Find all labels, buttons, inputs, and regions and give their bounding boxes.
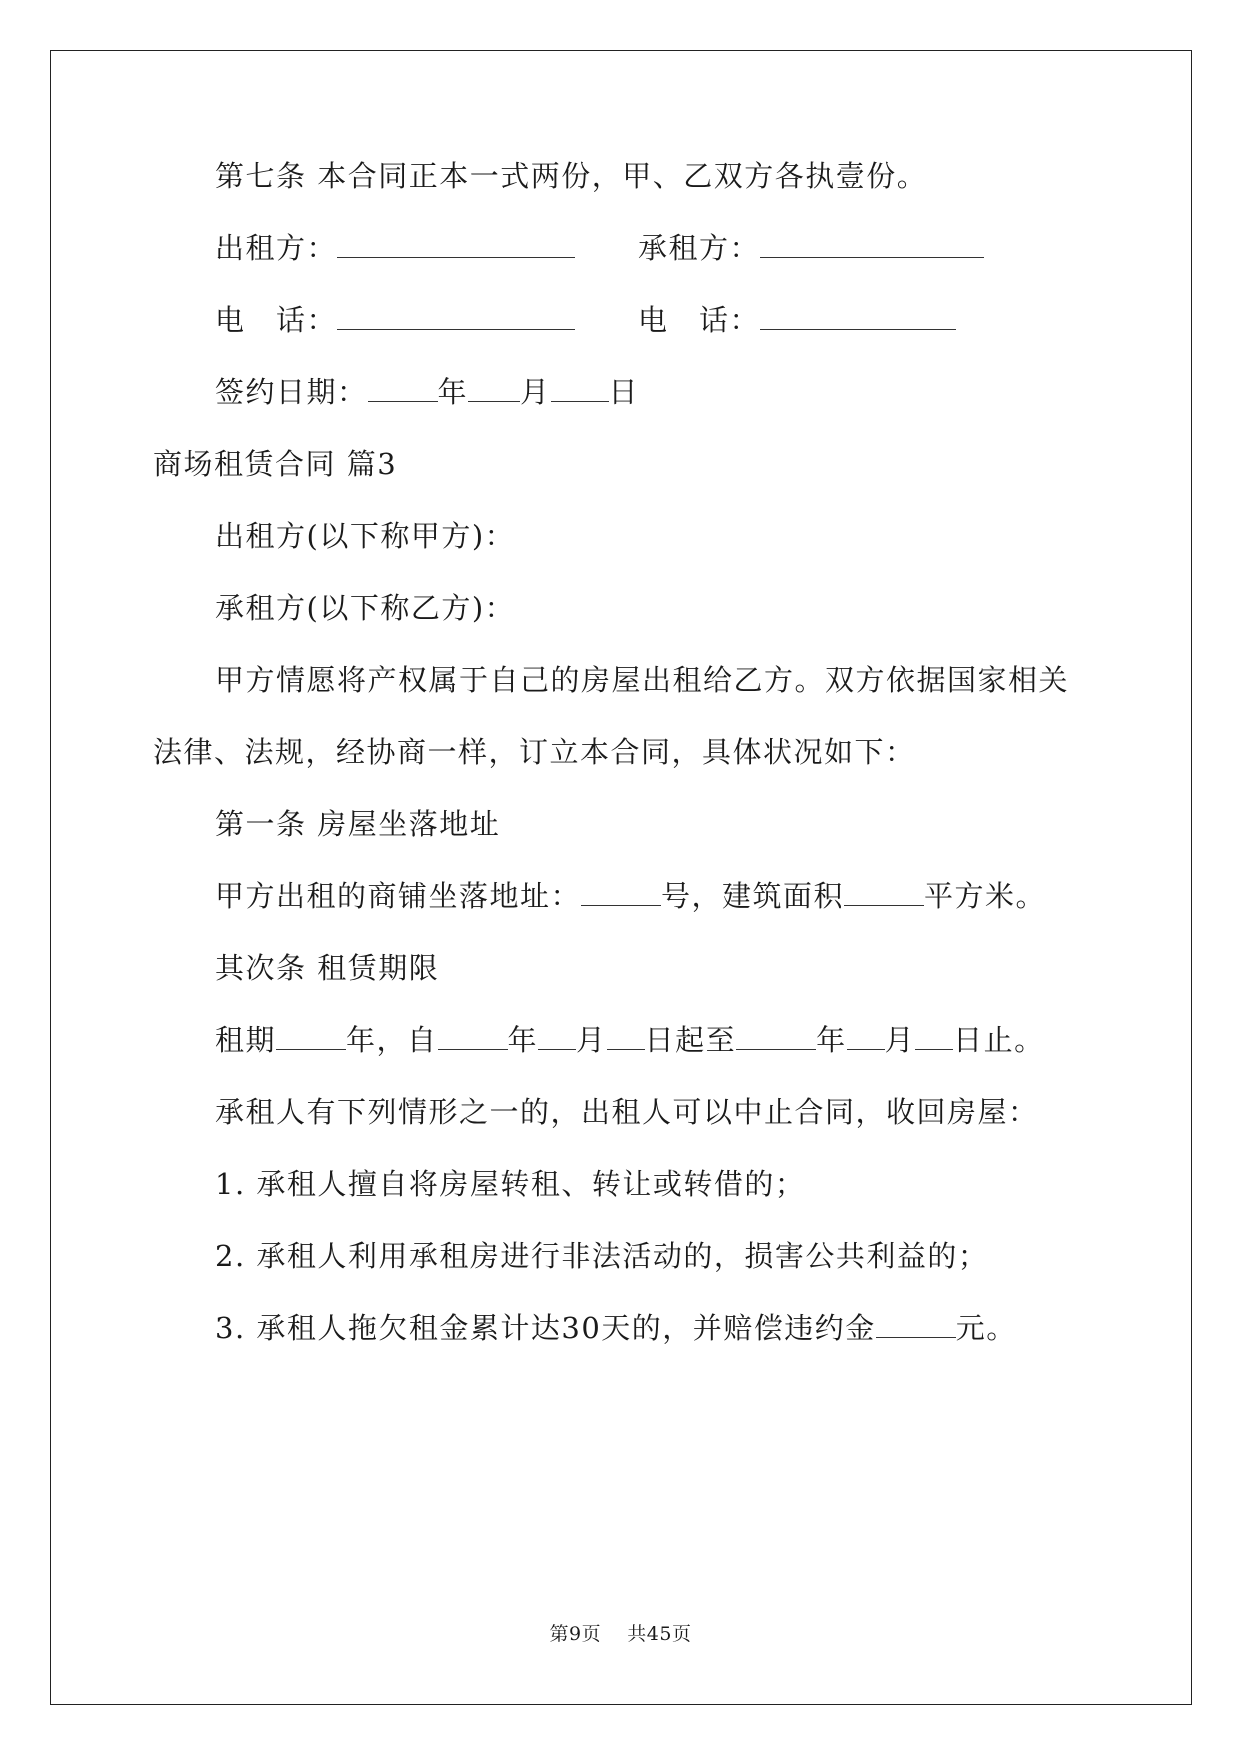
- page-total: 共45页: [627, 1623, 692, 1645]
- address-line: [215, 878, 1046, 914]
- term-start-day-blank[interactable]: [607, 1023, 645, 1050]
- lessee-phone-line: [638, 302, 956, 338]
- lessor-phone-line: [215, 302, 575, 338]
- page-number: 第9页: [549, 1623, 602, 1645]
- lessor-label: 出租方：: [215, 231, 338, 265]
- address-number-blank[interactable]: [581, 879, 661, 906]
- area-blank[interactable]: [844, 879, 924, 906]
- sign-date-line: [215, 374, 639, 410]
- lessor-signature-line: [215, 230, 575, 266]
- lessee-label: 承租方：: [638, 231, 761, 265]
- term-t3: 年: [507, 1023, 539, 1057]
- term-t1: 租期: [215, 1023, 277, 1057]
- item-3-suffix: 元。: [955, 1311, 1017, 1345]
- term-t4: 月: [576, 1023, 607, 1057]
- phone-label-right: 电 话：: [638, 303, 761, 337]
- term-t6: 年: [816, 1023, 847, 1057]
- sign-year-blank[interactable]: [368, 375, 438, 402]
- list-item: 2. 承租人利用承租房进行非法活动的，损害公共利益的；: [215, 1239, 989, 1273]
- term-t7: 月: [884, 1023, 916, 1057]
- page-footer: [0, 1622, 1241, 1646]
- article-2-title: 其次条 租赁期限: [215, 951, 440, 985]
- address-mid: 号，建筑面积: [661, 879, 845, 913]
- term-years-blank[interactable]: [276, 1023, 346, 1050]
- article-7: 第七条 本合同正本一式两份，甲、乙双方各执壹份。: [215, 159, 928, 193]
- lessee-signature-line: [638, 230, 984, 266]
- sign-date-label: 签约日期：: [215, 375, 368, 409]
- party-b: 承租方(以下称乙方)：: [215, 591, 516, 625]
- term-line: [215, 1022, 1045, 1058]
- list-item: 1. 承租人擅自将房屋转租、转让或转借的；: [215, 1167, 806, 1201]
- term-t2: 年，自: [346, 1023, 438, 1057]
- address-suffix: 平方米。: [924, 879, 1047, 913]
- article-1-title: 第一条 房屋坐落地址: [215, 807, 501, 841]
- sign-month-blank[interactable]: [468, 375, 520, 402]
- lessor-blank[interactable]: [337, 231, 575, 258]
- sign-year-label: 年: [437, 375, 469, 409]
- intro-line-1: 甲方情愿将产权属于自己的房屋出租给乙方。双方依据国家相关: [215, 663, 1070, 697]
- intro-line-2: 法律、法规，经协商一样，订立本合同，具体状况如下：: [153, 735, 916, 769]
- item-3-prefix: 3. 承租人拖欠租金累计达30天的，并赔偿违约金: [215, 1311, 876, 1345]
- termination-intro: 承租人有下列情形之一的，出租人可以中止合同，收回房屋：: [215, 1095, 1039, 1129]
- term-end-month-blank[interactable]: [847, 1023, 885, 1050]
- term-end-year-blank[interactable]: [736, 1023, 816, 1050]
- phone-label-left: 电 话：: [215, 303, 338, 337]
- term-end-day-blank[interactable]: [915, 1023, 953, 1050]
- term-t8: 日止。: [953, 1023, 1045, 1057]
- term-start-year-blank[interactable]: [438, 1023, 508, 1050]
- penalty-blank[interactable]: [876, 1311, 956, 1338]
- lessee-phone-blank[interactable]: [760, 303, 956, 330]
- list-item: [215, 1310, 1017, 1346]
- lessee-blank[interactable]: [760, 231, 984, 258]
- address-prefix: 甲方出租的商铺坐落地址：: [215, 879, 582, 913]
- lessor-phone-blank[interactable]: [337, 303, 575, 330]
- section-title: 商场租赁合同 篇3: [153, 447, 398, 481]
- sign-month-label: 月: [520, 375, 551, 409]
- term-start-month-blank[interactable]: [538, 1023, 576, 1050]
- party-a: 出租方(以下称甲方)：: [215, 519, 516, 553]
- term-t5: 日起至: [644, 1023, 737, 1057]
- sign-day-blank[interactable]: [551, 375, 609, 402]
- sign-day-label: 日: [608, 375, 640, 409]
